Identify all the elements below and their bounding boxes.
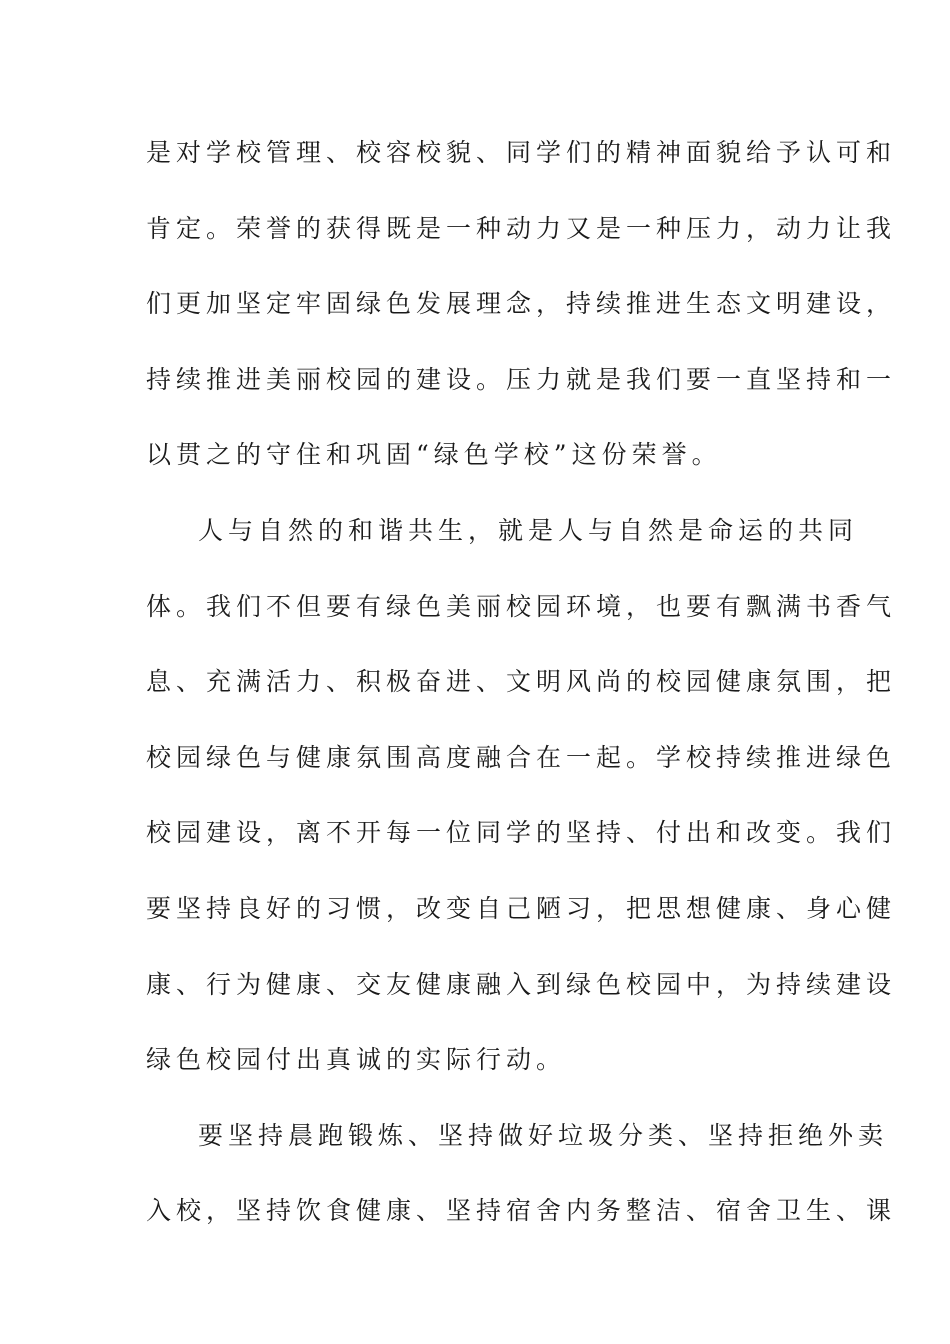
text-line: 入校，坚持饮食健康、坚持宿舍内务整洁、宿舍卫生、课 [146,1196,897,1226]
text-line: 要坚持良好的习惯，改变自己陋习，把思想健康、身心健 [146,893,897,923]
text-line: 校园建设，离不开每一位同学的坚持、付出和改变。我们 [146,818,897,848]
text-line: 以贯之的守住和巩固“绿色学校”这份荣誉。 [146,440,722,470]
paragraph-1 [146,128,897,506]
paragraph-3 [146,1111,897,1262]
text-line: 是对学校管理、校容校貌、同学们的精神面貌给予认可和 [146,138,897,167]
text-line: 体。我们不但要有绿色美丽校园环境，也要有飘满书香气 [146,591,897,621]
text-line: 要坚持晨跑锻炼、坚持做好垃圾分类、坚持拒绝外卖 [198,1120,889,1150]
text-line: 们更加坚定牢固绿色发展理念，持续推进生态文明建设， [146,289,897,319]
text-line: 人与自然的和谐共生，就是人与自然是命运的共同 [198,515,859,545]
text-line: 校园绿色与健康氛围高度融合在一起。学校持续推进绿色 [146,742,897,772]
text-line: 持续推进美丽校园的建设。压力就是我们要一直坚持和一 [146,364,897,394]
text-line: 肯定。荣誉的获得既是一种动力又是一种压力，动力让我 [146,213,897,243]
text-line: 息、充满活力、积极奋进、文明风尚的校园健康氛围，把 [146,667,897,697]
text-line: 绿色校园付出真诚的实际行动。 [146,1045,567,1075]
paragraph-2 [146,506,897,1111]
text-line: 康、行为健康、交友健康融入到绿色校园中，为持续建设 [146,969,897,999]
body-text [146,128,897,1262]
